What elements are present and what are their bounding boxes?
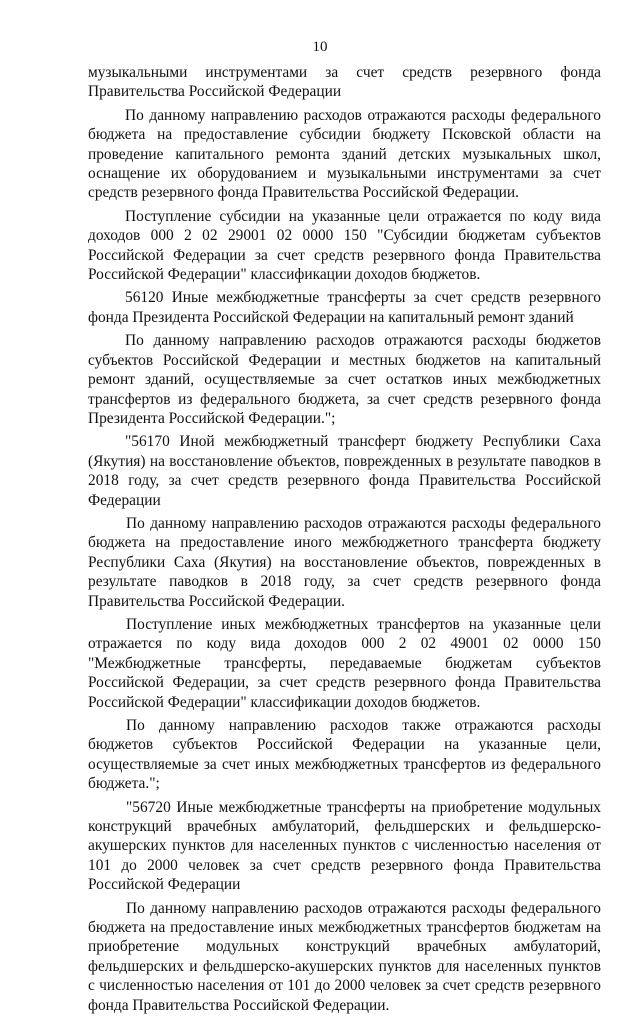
section-heading: "56720 Иные межбюджетные трансферты на приобретение модульных конструкций врачебных амбулаторий, фельдшерских и фельдшерско-акушерских пунктов для населенных пунктов с численностью населения от 101 до 2000 человек за счет средств резервного фонда Правительства Российской Федерации (88, 798, 601, 894)
paragraph: По данному направлению расходов отражаются расходы федерального бюджета на предоставление иного межбюджетного трансферта бюджету Республики Саха (Якутия) на восстановление объектов, поврежденных в результате паводков в 2018 году, за счет средств резервного фонда Правительства Российской Федерации. (88, 514, 601, 610)
paragraph: Поступление субсидии на указанные цели отражается по коду вида доходов 000 2 02 29001 02 0000 150 "Субсидии бюджетам субъектов Российской Федерации за счет средств резервного фонда Правительства Российской Федерации" классификации доходов бюджетов. (88, 207, 601, 284)
paragraph: По данному направлению расходов также отражаются расходы бюджетов субъектов Российской Федерации на указанные цели, осуществляемые за счет иных межбюджетных трансфертов из федерального бюджета."; (88, 717, 601, 793)
section-heading: "56170 Иной межбюджетный трансферт бюджету Республики Саха (Якутия) на восстановление объектов, поврежденных в результате паводков в 2018 году, за счет средств резервного фонда Правительства Российской Федерации (88, 433, 601, 509)
paragraph: музыкальными инструментами за счет средств резервного фонда Правительства Российской Федерации (88, 64, 601, 101)
page-number: 10 (312, 39, 328, 55)
paragraph: По данному направлению расходов отражаются расходы федерального бюджета на предоставление субсидии бюджету Псковской области на проведение капитального ремонта зданий детских музыкальных школ, оснащение их оборудованием и музыкальными инструментами за счет средств резервного фонда Правительства Российской Федерации. (88, 106, 601, 202)
paragraph: Поступление иных межбюджетных трансфертов на указанные цели отражается по коду вида доходов 000 2 02 49001 02 0000 150 "Межбюджетные трансферты, передаваемые бюджетам субъектов Российской Федерации, за счет средств резервного фонда Правительства Российской Федерации" классификации доходов бюджетов. (88, 615, 601, 711)
section-heading: 56120 Иные межбюджетные трансферты за счет средств резервного фонда Президента Российской Федерации на капитальный ремонт зданий (88, 289, 601, 326)
document-body (88, 63, 601, 1019)
paragraph: По данному направлению расходов отражаются расходы федерального бюджета на предоставление иных межбюджетных трансфертов бюджетам на приобретение модульных конструкций врачебных амбулаторий, фельдшерских и фельдшерско-акушерских пунктов для населенных пунктов с численностью населения от 101 до 2000 человек за счет средств резервного фонда Правительства Российской Федерации. (88, 899, 601, 1014)
paragraph: По данному направлению расходов отражаются расходы бюджетов субъектов Российской Федерации и местных бюджетов на капитальный ремонт зданий, осуществляемые за счет остатков иных межбюджетных трансфертов из федерального бюджета, за счет средств резервного фонда Президента Российской Федерации."; (88, 332, 601, 427)
